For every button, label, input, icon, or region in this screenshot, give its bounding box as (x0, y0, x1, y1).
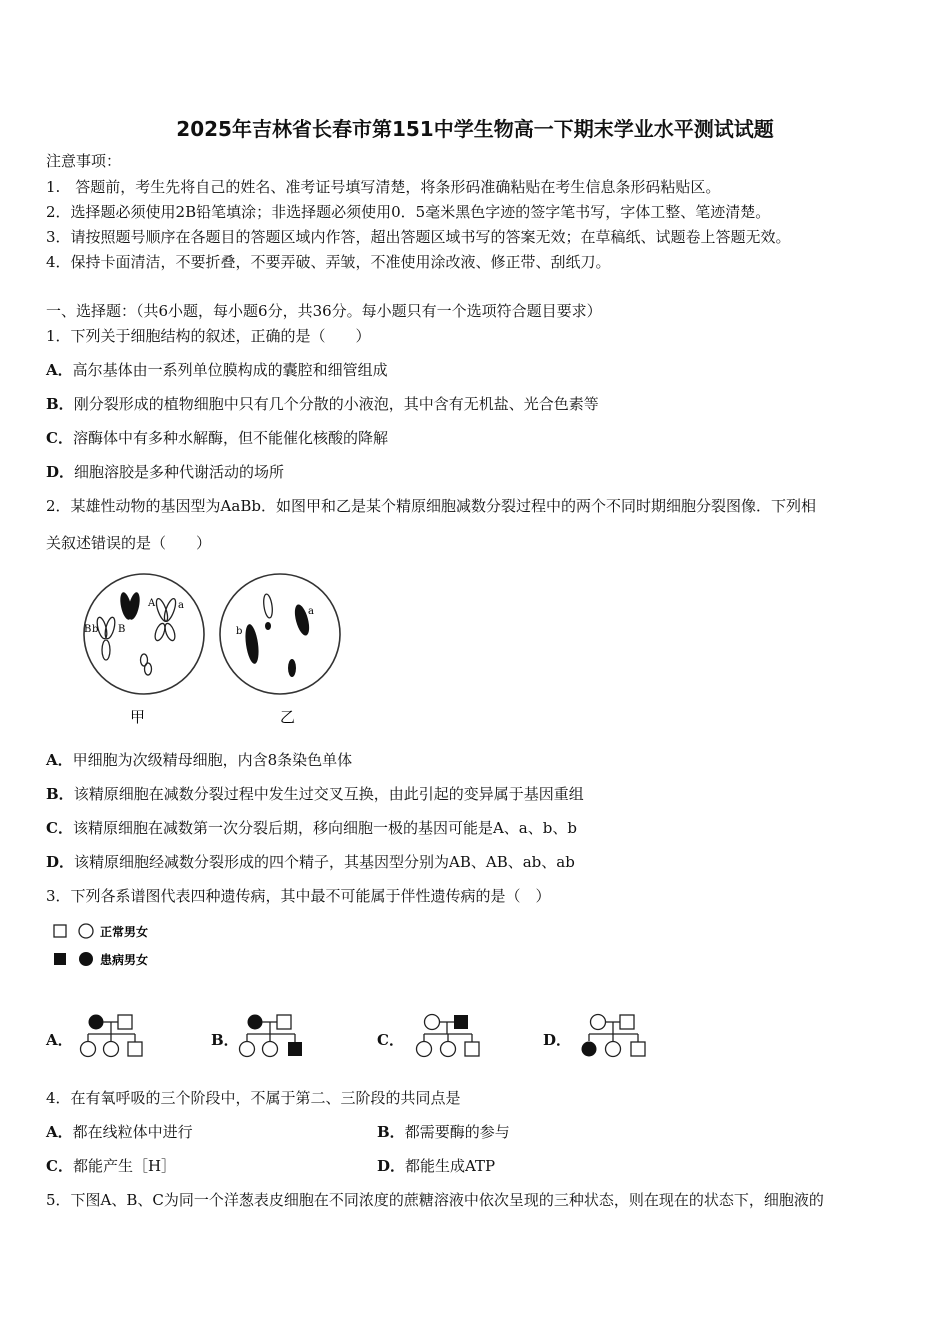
question-4-stem: 4．在有氧呼吸的三个阶段中，不属于第二、三阶段的共同点是 (46, 1089, 461, 1107)
q1-option-a[interactable]: A．高尔基体由一系列单位膜构成的囊腔和细管组成 (46, 361, 388, 379)
chromosome (243, 623, 260, 664)
q3-option-d[interactable]: D． (543, 1031, 572, 1049)
chromosome (288, 659, 296, 677)
q3-option-a[interactable]: A． (46, 1031, 73, 1049)
cell-division-figure (80, 568, 350, 728)
gene-label: B (84, 624, 92, 635)
legend-normal-label: 正常男女 (100, 925, 149, 939)
affected-female-icon (79, 952, 93, 966)
notice-item: 2．选择题必须使用2B铅笔填涂；非选择题必须使用0．5毫米黑色字迹的签字笔书写，字体工整、笔迹清楚。 (46, 203, 771, 221)
q2-option-d[interactable]: D．该精原细胞经减数分裂形成的四个精子，其基因型分别为AB、AB、ab、ab (46, 853, 575, 871)
q3-option-b[interactable]: B． (211, 1031, 239, 1049)
gene-label: a (178, 600, 184, 611)
question-2-stem-cont: 关叙述错误的是（ ） (46, 534, 212, 552)
q3-option-c[interactable]: C． (377, 1031, 404, 1049)
gene-label: A (148, 598, 156, 609)
chromosome (262, 594, 273, 630)
gene-label: B (118, 624, 126, 635)
gene-label: b (236, 626, 243, 637)
q4-option-c[interactable]: C．都能产生［H］ (46, 1157, 177, 1175)
notice-item: 4．保持卡面清洁，不要折叠，不要弄破、弄皱，不准使用涂改液、修正带、刮纸刀。 (46, 253, 611, 271)
q2-option-b[interactable]: B．该精原细胞在减数分裂过程中发生过交叉互换，由此引起的变异属于基因重组 (46, 785, 584, 803)
question-5-stem: 5．下图A、B、C为同一个洋葱表皮细胞在不同浓度的蔗糖溶液中依次呈现的三种状态，则在现在的状态下，细胞液的 (46, 1191, 824, 1209)
page-title: 2025年吉林省长春市第151中学生物高一下期末学业水平测试试题 (176, 117, 774, 141)
pedigree-b (237, 1012, 307, 1060)
q1-option-c[interactable]: C．溶酶体中有多种水解酶，但不能催化核酸的降解 (46, 429, 388, 447)
notice-item: 3．请按照题号顺序在各题目的答题区域内作答，超出答题区域书写的答案无效；在草稿纸、试题卷上答题无效。 (46, 228, 791, 246)
chromosome (153, 597, 178, 641)
q1-option-b[interactable]: B．刚分裂形成的植物细胞中只有几个分散的小液泡，其中含有无机盐、光合色素等 (46, 395, 599, 413)
gene-label: b (92, 624, 99, 635)
notice-item: 1. 答题前，考生先将自己的姓名、准考证号填写清楚，将条形码准确粘贴在考生信息条形码粘贴区。 (46, 178, 721, 196)
cell-jia-outline (84, 574, 204, 694)
pedigree-d (576, 1012, 648, 1060)
chromosome (118, 591, 142, 620)
gene-label: a (308, 606, 314, 617)
cell-label: 乙 (280, 708, 296, 726)
q1-option-d[interactable]: D．细胞溶胶是多种代谢活动的场所 (46, 463, 285, 481)
q4-option-b[interactable]: B．都需要酶的参与 (377, 1123, 510, 1141)
normal-male-icon (54, 925, 66, 937)
normal-female-icon (79, 924, 93, 938)
q4-option-a[interactable]: A．都在线粒体中进行 (46, 1123, 193, 1141)
q2-option-c[interactable]: C．该精原细胞在减数第一次分裂后期，移向细胞一极的基因可能是A、a、b、b (46, 819, 577, 837)
q4-option-d[interactable]: D．都能生成ATP (377, 1157, 496, 1175)
chromosome (95, 616, 116, 660)
affected-male-icon (54, 953, 66, 965)
legend-affected-label: 患病男女 (100, 953, 149, 967)
pedigree-legend (52, 922, 182, 972)
pedigree-c (412, 1012, 482, 1060)
pedigree-a (78, 1012, 148, 1060)
question-1-stem: 1．下列关于细胞结构的叙述，正确的是（ ） (46, 327, 371, 345)
notice-heading: 注意事项： (46, 152, 122, 170)
question-2-stem: 2．某雄性动物的基因型为AaBb．如图甲和乙是某个精原细胞减数分裂过程中的两个不同时期细胞分裂图像．下列相 (46, 497, 816, 515)
q2-option-a[interactable]: A．甲细胞为次级精母细胞，内含8条染色单体 (46, 751, 353, 769)
chromosome (141, 654, 152, 675)
cell-label: 甲 (130, 708, 146, 726)
question-3-stem: 3．下列各系谱图代表四种遗传病，其中最不可能属于伴性遗传病的是（ ） (46, 887, 551, 905)
section-heading: 一、选择题：（共6小题，每小题6分，共36分。每小题只有一个选项符合题目要求） (46, 302, 602, 320)
